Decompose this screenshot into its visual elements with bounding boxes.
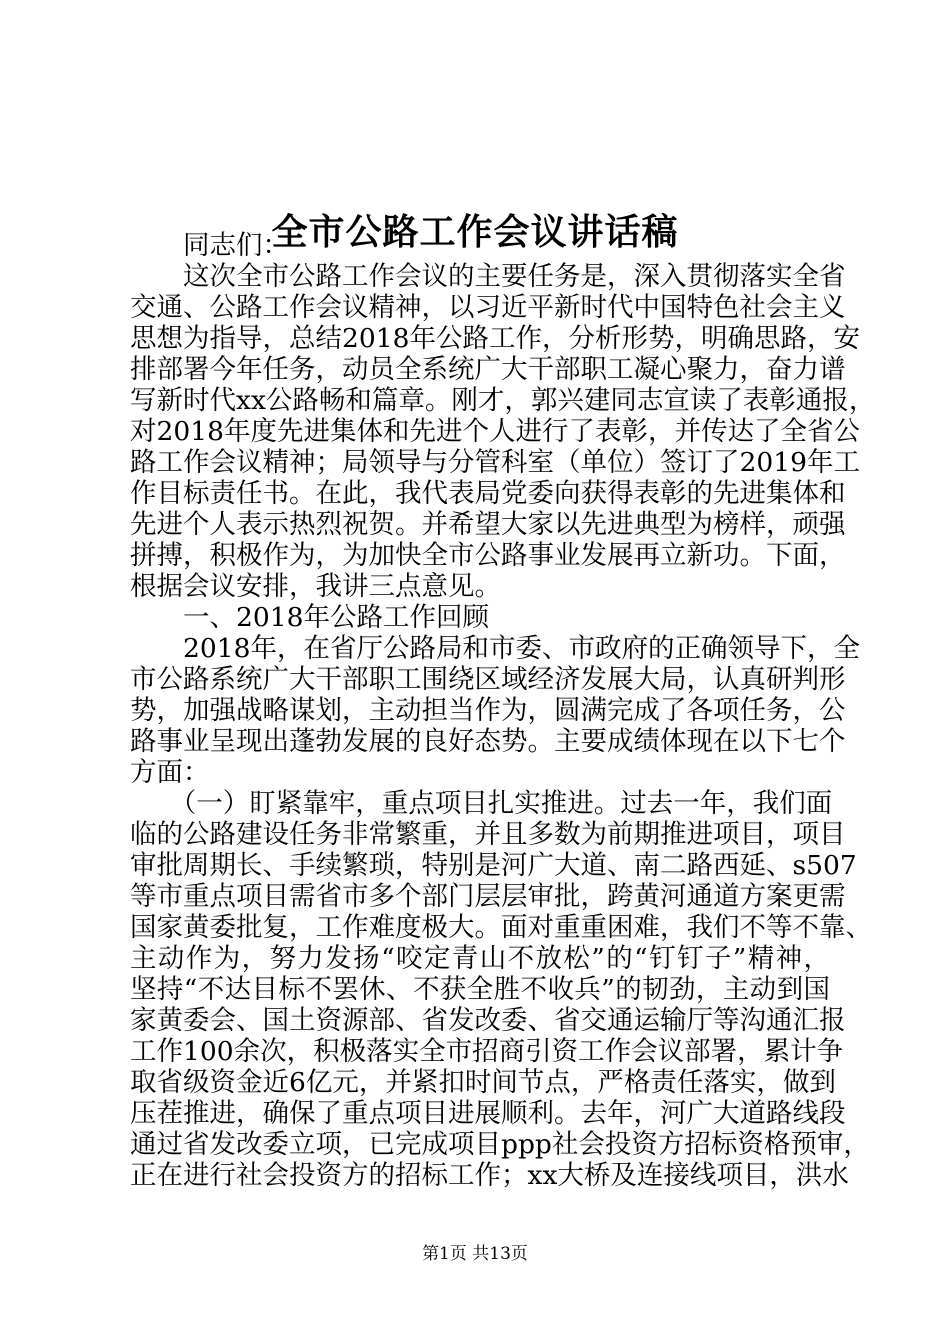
body-line: 写新时代xx公路畅和篇章。刚才，郭兴建同志宣读了表彰通报，: [130, 385, 876, 416]
body-line: 审批周期长、手续繁琐，特别是河广大道、南二路西延、s507: [130, 850, 857, 881]
body-line: 临的公路建设任务非常繁重，并且多数为前期推进项目，项目: [130, 819, 846, 850]
body-line: 先进个人表示热烈祝贺。并希望大家以先进典型为榜样，顽强: [130, 509, 846, 540]
document-body: [130, 230, 876, 1191]
body-line: 主动作为，努力发扬“咬定青山不放松”的“钉钉子”精神，: [130, 943, 830, 974]
body-line: 正在进行社会投资方的招标工作；xx大桥及连接线项目，洪水: [130, 1160, 849, 1191]
body-line: 作目标责任书。在此，我代表局党委向获得表彰的先进集体和: [130, 478, 846, 509]
document-title: 全市公路工作会议讲话稿: [271, 211, 679, 254]
body-line: 根据会议安排，我讲三点意见。: [130, 571, 501, 602]
body-line: 排部署今年任务，动员全系统广大干部职工凝心聚力，奋力谱: [130, 354, 846, 385]
body-line: 压茬推进，确保了重点项目进展顺利。去年，河广大道路线段: [130, 1098, 846, 1129]
body-line: 2018年，在省厅公路局和市委、市政府的正确领导下，全: [130, 633, 860, 664]
body-line: 一、2018年公路工作回顾: [130, 602, 489, 633]
body-line: 工作100余次，积极落实全市招商引资工作会议部署，累计争: [130, 1036, 844, 1067]
body-line: 市公路系统广大干部职工围绕区域经济发展大局，认真研判形: [130, 664, 846, 695]
body-line: 拼搏，积极作为，为加快全市公路事业发展再立新功。下面，: [130, 540, 846, 571]
body-line: 等市重点项目需省市多个部门层层审批，跨黄河通道方案更需: [130, 881, 846, 912]
body-line: 取省级资金近6亿元，并紧扣时间节点，严格责任落实，做到: [130, 1067, 836, 1098]
body-line: 方面：: [130, 757, 210, 788]
body-line: 对2018年度先进集体和先进个人进行了表彰，并传达了全省公: [130, 416, 860, 447]
body-line: 势，加强战略谋划，主动担当作为，圆满完成了各项任务，公: [130, 695, 846, 726]
body-line: 通过省发改委立项，已完成项目ppp社会投资方招标资格预审，: [130, 1129, 870, 1160]
body-line: 家黄委会、国土资源部、省发改委、省交通运输厅等沟通汇报: [130, 1005, 846, 1036]
page-footer: 第1页 共13页: [422, 1244, 528, 1264]
body-line: 交通、公路工作会议精神，以习近平新时代中国特色社会主义: [130, 292, 846, 323]
body-line: 坚持“不达目标不罢休、不获全胜不收兵”的韧劲，主动到国: [130, 974, 830, 1005]
body-line: 国家黄委批复，工作难度极大。面对重重困难，我们不等不靠、: [130, 912, 872, 943]
body-line: 路工作会议精神；局领导与分管科室（单位）签订了2019年工: [130, 447, 860, 478]
body-line: 思想为指导，总结2018年公路工作，分析形势，明确思路，安: [130, 323, 860, 354]
body-line: 这次全市公路工作会议的主要任务是，深入贯彻落实全省: [130, 261, 846, 292]
body-line: 同志们：: [130, 230, 289, 261]
body-line: （一）盯紧靠牢，重点项目扎实推进。过去一年，我们面: [130, 788, 833, 819]
body-line: 路事业呈现出蓬勃发展的良好态势。主要成绩体现在以下七个: [130, 726, 846, 757]
